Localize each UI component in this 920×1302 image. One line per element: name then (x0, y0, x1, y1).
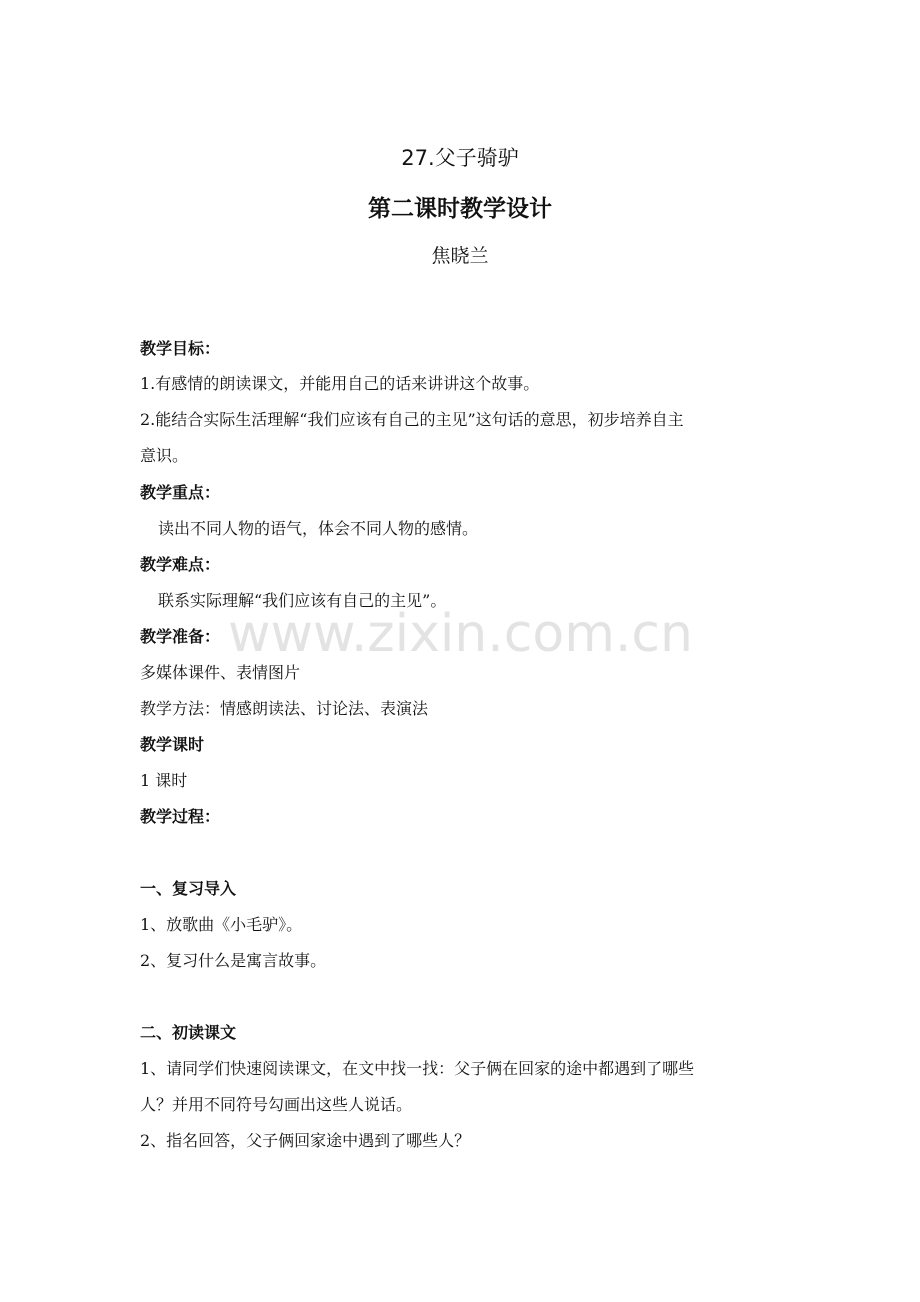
objective-item-2-line-2: 意识。 (140, 446, 189, 465)
preparation-heading: 教学准备： (140, 627, 221, 646)
difficulties-heading: 教学难点： (140, 555, 221, 574)
objective-item-1: 1.有感情的朗读课文，并能用自己的话来讲讲这个故事。 (140, 374, 540, 393)
section-2-item-1-line-1: 1、请同学们快速阅读课文，在文中找一找：父子俩在回家的途中都遇到了哪些 (140, 1059, 695, 1078)
process-heading: 教学过程： (140, 807, 221, 826)
author-name: 焦晓兰 (431, 245, 489, 267)
key-points-heading: 教学重点： (140, 483, 221, 502)
document-title: 27.父子骑驴 (401, 146, 519, 170)
watermark: www.zixin.com.cn (228, 604, 693, 664)
hours-heading: 教学课时 (140, 735, 205, 754)
document-subtitle: 第二课时教学设计 (368, 196, 552, 222)
section-1-item-1: 1、放歌曲《小毛驴》。 (140, 915, 303, 934)
preparation-text: 多媒体课件、表情图片 (140, 663, 301, 682)
section-2-item-2: 2、指名回答，父子俩回家途中遇到了哪些人？ (140, 1131, 471, 1150)
objectives-heading: 教学目标： (140, 339, 221, 358)
methods-text: 教学方法：情感朗读法、讨论法、表演法 (140, 699, 429, 718)
objective-item-2-line-1: 2.能结合实际生活理解“我们应该有自己的主见”这句话的意思，初步培养自主 (140, 410, 684, 429)
hours-text: 1 课时 (140, 771, 188, 790)
section-2-item-1-line-2: 人？并用不同符号勾画出这些人说话。 (140, 1095, 413, 1114)
key-points-text: 读出不同人物的语气，体会不同人物的感情。 (158, 519, 479, 538)
section-1-heading: 一、复习导入 (140, 879, 237, 898)
difficulties-text: 联系实际理解“我们应该有自己的主见”。 (158, 591, 447, 610)
section-2-heading: 二、初读课文 (140, 1023, 237, 1042)
section-1-item-2: 2、复习什么是寓言故事。 (140, 951, 327, 970)
